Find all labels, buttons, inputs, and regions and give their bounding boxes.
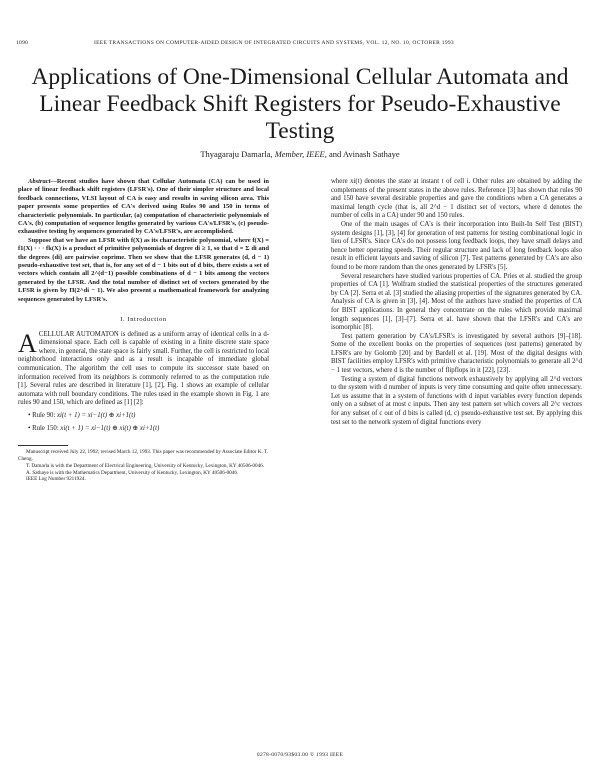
right-column	[331, 178, 582, 427]
copyright-footer: 0278-0070/93$03.00 © 1993 IEEE	[256, 752, 344, 758]
footnotes	[18, 445, 269, 483]
author-1-membership: Member, IEEE,	[274, 149, 327, 159]
intro-text: CELLULAR AUTOMATON is defined as a uniform array of identical cells in a d-dimensional space. Each cell is capable of existing in a finite discrete state space where, in general, the state space is fairly small. Further, the cell is restricted to local neighborhood interactions only and as a result is incapable of immediate global communication. The algorithm the cell uses to compute its successor state based on information received from its neighbors is commonly referred to as the computation rule [1]. Several rules are described in literature [1], [2], Fig. 1 shows an example of cellular automata with null boundary conditions. The rules used in the example shown in Fig. 1 are rules 90 and 150, which are defined as [1] [2]:	[18, 330, 269, 407]
author-2: and Avinash Sathaye	[328, 149, 400, 159]
abstract	[18, 178, 269, 304]
left-column	[18, 178, 269, 483]
right-paragraph-4: Test pattern generation by CA's/LFSR's is investigated by several authors [9]–[18]. Some of the excellent books on the properties of sequences (test patterns) generated by LFSR's are by Golomb [20] and by Bardell et al. [19]. Most of the digital designs with BIST facilities employ LFSR's with primitive characteristic polynomials to generate all 2^d − 1 test vectors, where d is the number of flipflops in it [22], [23].	[331, 332, 582, 375]
equation-rule-150-label: Rule 150:	[32, 424, 59, 432]
page-number: 1090	[16, 40, 29, 46]
equation-rule-150: • Rule 150: xi(t + 1) = xi−1(t) ⊕ xi(t) ⊕ xi+1(t)	[28, 424, 160, 432]
equation-rule-90-formula: xi(t + 1) = xi−1(t) ⊕ xi+1(t)	[57, 412, 136, 420]
intro-paragraph	[18, 328, 269, 408]
author-line	[30, 149, 570, 159]
footnote-rule	[18, 445, 68, 446]
right-paragraph-5: Testing a system of digital functions network exhaustively by applying all 2^d vectors to the system with d number of inputs is very time consuming and quite often unnecessary. Let us assume that in a system of functions with d input variables every function depends only on a subset of at most c inputs. Then any test pattern set which covers all 2^c vectors for any subset of c out of d bits is called (d, c) pseudo-exhaustive test set. By applying this test set to the network system of digital functions every	[331, 375, 582, 426]
section-heading-introduction: I. Introduction	[120, 316, 167, 324]
right-paragraph-3: Several researchers have studied various properties of CA. Pries et al. studied the group properties of CA [1]. Wolfram studied the statistical properties of the structures generated by CA [2]. Serra et al. [3] studied the aliasing properties of the signatures generated by CA. Analysis of CA is given in [3], [4]. Most of the authors have studied the properties of CA for BIST applications. In general they concentrate on the rules which provide maximal length sequences [1], [3]–[7]. Serra et al. have shown that the LFSR's and CA's are isomorphic [8].	[331, 272, 582, 332]
footnote-4: IEEE Log Number 9211924.	[26, 476, 86, 483]
right-paragraph-2: One of the main usages of CA's is their incorporation into Built-In Self Test (BIST) system designs [1], [3], [4] for generation of test patterns for testing combinational logic in lieu of LFSR's. Since CA's do not possess long feedback loops, they have small delays and hence better operating speeds. Their regular structure and lack of long feedback loops also result in efficient layouts and saving of silicon [7]. Test patterns generated by CA's are also found to be more random than the ones generated by LFSR's [5].	[331, 220, 582, 271]
journal-header: IEEE TRANSACTIONS ON COMPUTER-AIDED DESIGN OF INTEGRATED CIRCUITS AND SYSTEMS, VOL. 12, NO. 10, OCTOBER 1993	[94, 40, 454, 46]
footnote-3: A. Sathaye is with the Mathematics Department, University of Kentucky, Lexington, KY 40506-0046.	[26, 469, 239, 476]
right-paragraph-1: where xi(t) denotes the state at instant t of cell i. Other rules are obtained by adding the complements of the present states in the above rules. Reference [3] has shown that rules 90 and 150 have several desirable properties and gave the conditions when a CA generates a maximal length cycle (that is, all 2^d − 1 distinct set of vectors, where d denotes the number of cells in a CA) under 90 and 150 rules.	[331, 178, 582, 220]
drop-cap: A	[18, 328, 37, 358]
author-1: Thyagaraju Damarla,	[200, 149, 273, 159]
equation-rule-150-formula: xi(t + 1) = xi−1(t) ⊕ xi(t) ⊕ xi+1(t)	[60, 424, 160, 432]
equation-rule-90: • Rule 90: xi(t + 1) = xi−1(t) ⊕ xi+1(t)	[28, 412, 136, 420]
equation-rule-90-label: Rule 90:	[32, 412, 56, 420]
abstract-label: Abstract—	[28, 178, 57, 185]
abstract-paragraph-2: Suppose that we have an LFSR with f(X) as its characteristic polynomial, where f(X) = f1(X) · · · fk(X) is a product of primitive polynomials of degree di ≥ 1, so that d = Σ di and the degrees {di} are pairwise coprime. Then we show that the LFSR generates (d, d − 1) pseudo-exhaustive test set, that is, for any set of d − 1 bits out of d bits, there exists a set of vectors which contain all 2^(d−1) possible combinations of d − 1 bits among the vectors generated by the LFSR. And the total number of distinct set of vectors generated by the LFSR is given by Π(2^di − 1). We also present a mathematical framework for analyzing sequences generated by LFSR's.	[18, 236, 269, 303]
abstract-paragraph-1	[18, 178, 269, 237]
footnote-1: Manuscript received July 22, 1992; revised March 12, 1993. This paper was recommended by Associate Editor K. T. Cheng.	[18, 449, 269, 463]
abstract-text-1: Recent studies have shown that Cellular Automata (CA) can be used in place of linear feedback shift registers (LFSR's). One of their simpler structure and local feedback connections, VLSI layout of CA is easy and results in saving silicon area. This paper presents some properties of CA's derived using Rules 90 and 150 in terms of characteristic polynomials. In particular, (a) computation of characteristic polynomials of CA's, (b) computation of sequence lengths generated by various CA's/LFSR's, (c) pseudo-exhaustive testing by sequences generated by CA's/LFSR's, are accomplished.	[18, 178, 269, 236]
paper-title: Applications of One-Dimensional Cellular Automata and Linear Feedback Shift Registers for Pseudo-Exhaustive Testing	[31, 64, 569, 144]
footnote-2: T. Damarla is with the Department of Electrical Engineering, University of Kentucky, Lexington, KY 40506-0046.	[26, 462, 265, 469]
